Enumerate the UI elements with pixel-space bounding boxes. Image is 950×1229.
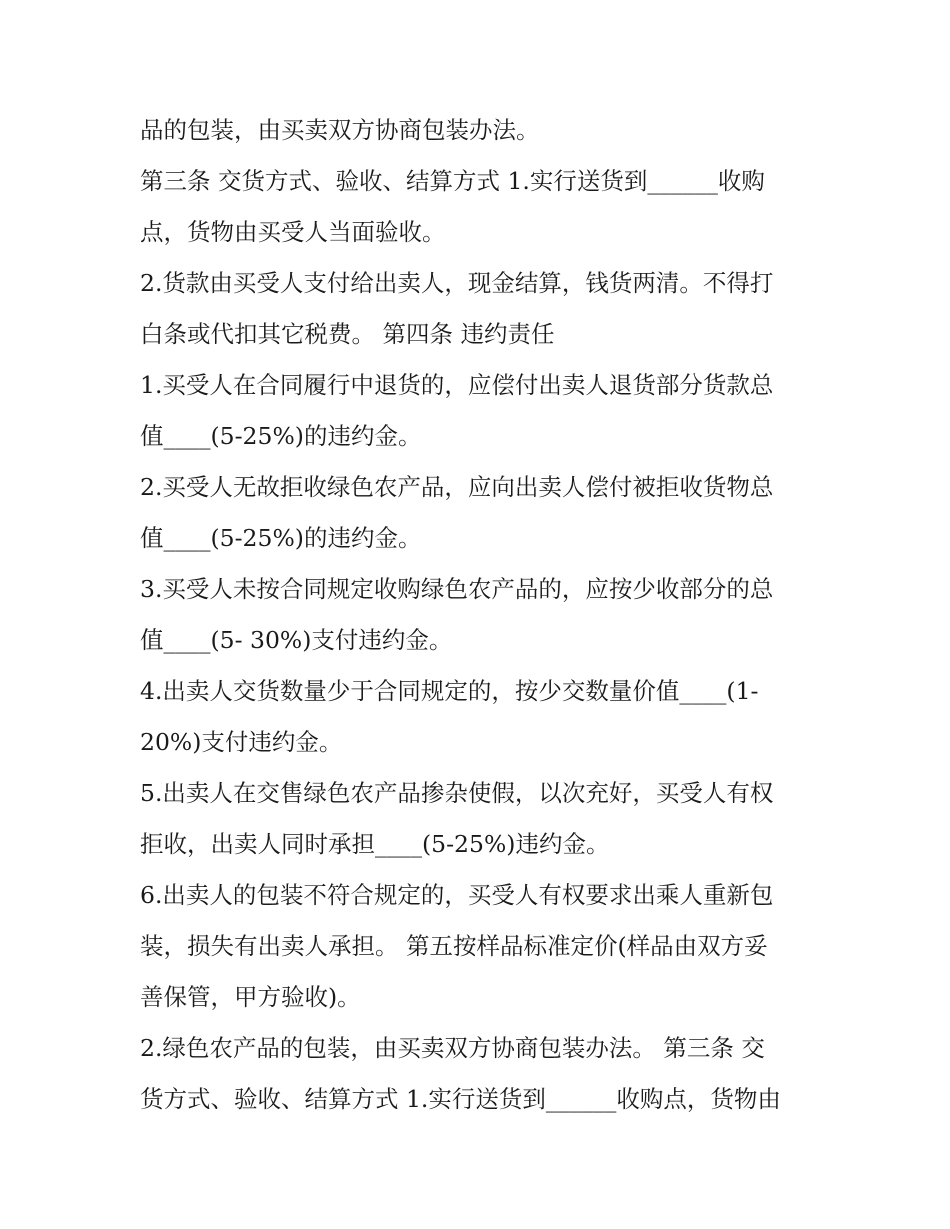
text-line: 拒收，出卖人同时承担____(5-25%)违约金。 [140, 830, 610, 858]
text-line: 货方式、验收、结算方式 1.实行送货到______收购点，货物由 [140, 1085, 781, 1113]
text-line: 2.买受人无故拒收绿色农产品，应向出卖人偿付被拒收货物总 [140, 473, 774, 501]
text-line: 点，货物由买受人当面验收。 [140, 218, 446, 246]
text-line: 品的包装，由买卖双方协商包装办法。 [140, 116, 540, 144]
text-line: 6.出卖人的包装不符合规定的，买受人有权要求出乘人重新包 [140, 881, 774, 909]
text-line: 值____(5-25%)的违约金。 [140, 422, 422, 450]
text-line: 善保管，甲方验收)。 [140, 983, 361, 1011]
contract-text [140, 105, 810, 1125]
text-line: 1.买受人在合同履行中退货的，应偿付出卖人退货部分货款总 [140, 371, 774, 399]
text-line: 4.出卖人交货数量少于合同规定的，按少交数量价值____(1- [140, 677, 759, 705]
text-line: 20%)支付违约金。 [140, 728, 343, 756]
text-line: 装，损失有出卖人承担。 第五按样品标准定价(样品由双方妥 [140, 932, 768, 960]
text-line: 3.买受人未按合同规定收购绿色农产品的，应按少收部分的总 [140, 575, 774, 603]
text-line: 白条或代扣其它税费。 第四条 违约责任 [140, 320, 555, 348]
text-line: 2.货款由买受人支付给出卖人，现金结算，钱货两清。不得打 [140, 269, 774, 297]
text-line: 第三条 交货方式、验收、结算方式 1.实行送货到______收购 [140, 167, 765, 195]
text-line: 5.出卖人在交售绿色农产品掺杂使假，以次充好，买受人有权 [140, 779, 774, 807]
text-line: 值____(5-25%)的违约金。 [140, 524, 422, 552]
text-line: 值____(5- 30%)支付违约金。 [140, 626, 453, 654]
text-line: 2.绿色农产品的包装，由买卖双方协商包装办法。 第三条 交 [140, 1034, 765, 1062]
